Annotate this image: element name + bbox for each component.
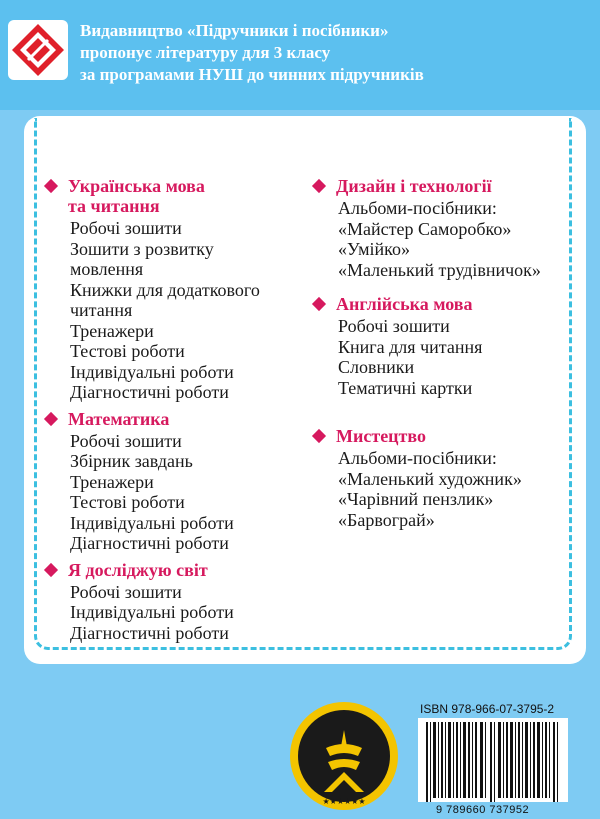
header-line-1: Видавництво «Підручники і посібники» [80,21,389,40]
diamond-bullet-icon [44,411,58,425]
section-title: Я досліджую світ [44,560,304,580]
barcode-icon [418,718,568,802]
item-list [338,448,592,530]
list-item: «Барвограй» [338,509,435,530]
svg-text:★★★★★★: ★★★★★★ [322,797,366,806]
section-title: Англійська мова [312,294,592,314]
list-item: «Чарівний пензлик» [338,489,494,509]
list-item: Зошити з розвитку мовлення [70,238,214,279]
section-design [312,176,592,280]
quality-badge [288,700,400,812]
item-list [70,582,304,644]
list-item: Словники [338,357,415,377]
section-art [312,426,592,530]
list-item: Робочі зошити [70,430,182,451]
list-item: Робочі зошити [70,581,182,602]
section-world [44,560,304,644]
list-item: Індивідуальні роботи [70,361,234,382]
section-math [44,409,304,554]
list-item: Тренажери [70,471,154,492]
diamond-bullet-icon [312,179,326,193]
section-title: Математика [44,409,304,429]
list-item: «Маленький художник» [338,468,522,489]
section-title: Українська мова та читання [44,176,304,216]
list-item: «Маленький трудівничок» [338,259,541,280]
list-item: Тематичні картки [338,377,473,398]
list-item: Індивідуальні роботи [70,602,234,622]
list-item: Робочі зошити [70,218,182,238]
item-list [70,218,304,403]
list-item: Книжки для додаткового читання [70,279,260,320]
diamond-bullet-icon [312,429,326,443]
publisher-logo [6,18,70,82]
header-line-2: пропонує літературу для 3 класу [80,43,331,62]
list-item: Збірник завдань [70,451,193,471]
header-text [80,20,590,86]
diamond-bullet-icon [44,179,58,193]
list-item: Діагностичні роботи [70,622,229,643]
list-item: Тестові роботи [70,341,185,361]
list-item: «Майстер Саморобко» [338,218,512,239]
section-ukrainian [44,176,304,403]
barcode-digits: 9 789660 737952 [436,804,530,816]
section-title: Мистецтво [312,426,592,446]
section-english [312,294,592,398]
right-column [312,176,592,536]
list-item: Діагностичні роботи [70,382,229,402]
list-item: Робочі зошити [338,316,450,336]
item-list [70,431,304,554]
list-item: Діагностичні роботи [70,533,229,553]
list-item: Тестові роботи [70,492,185,512]
item-list [338,198,592,280]
item-list [338,316,592,398]
left-column [44,176,304,649]
header-line-3: за програмами НУШ до чинних підручників [80,65,424,84]
list-item: Тренажери [70,320,154,341]
section-title: Дизайн і технології [312,176,592,196]
list-item: Індивідуальні роботи [70,512,234,533]
isbn-text: ISBN 978-966-07-3795-2 [420,702,555,716]
list-item: Альбоми-посібники: [338,198,497,218]
list-item: «Умійко» [338,239,411,259]
diamond-bullet-icon [44,562,58,576]
list-item: Книга для читання [338,336,483,357]
list-item: Альбоми-посібники: [338,448,497,468]
diamond-bullet-icon [312,297,326,311]
